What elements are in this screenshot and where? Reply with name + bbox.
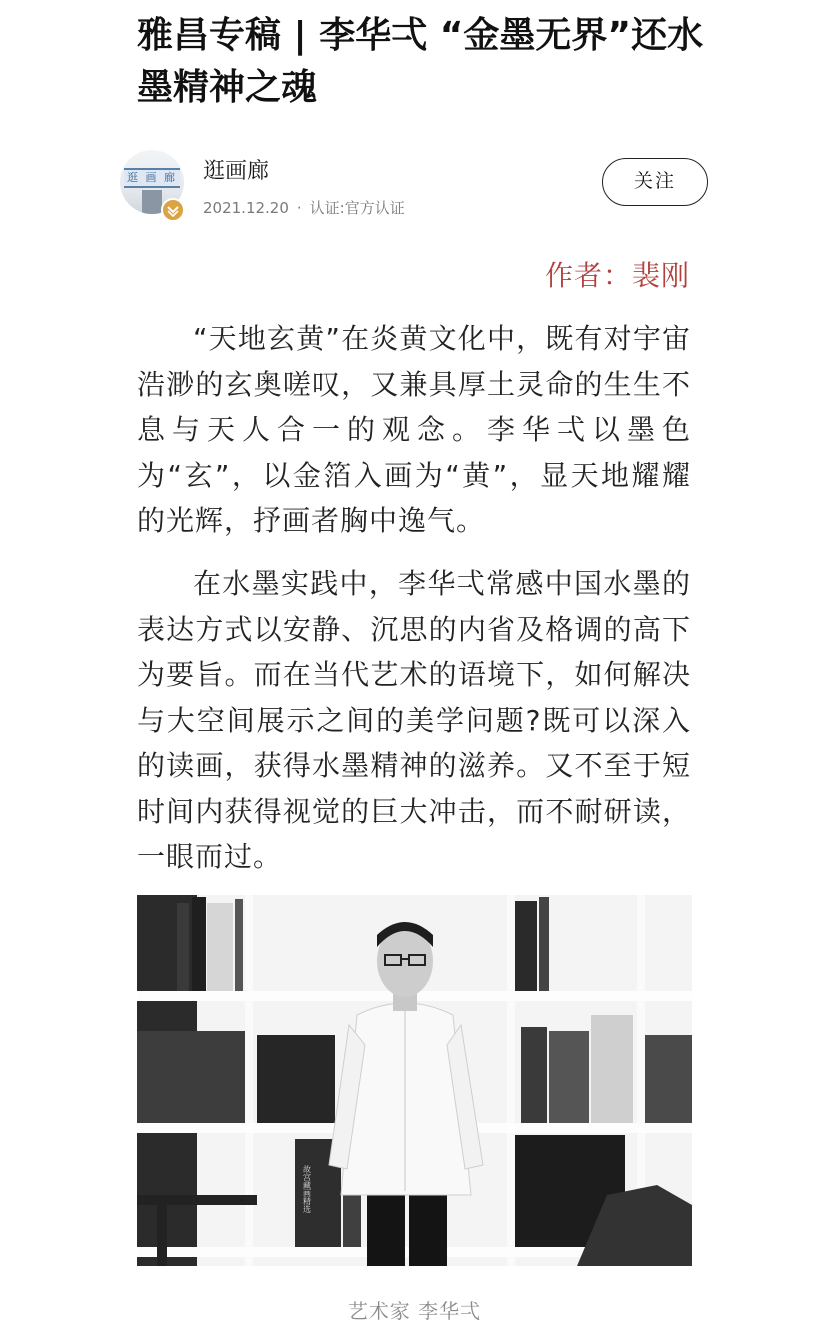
artist-photo-illustration — [137, 895, 692, 1266]
paragraph-2: 在水墨实践中，李华弌常感中国水墨的表达方式以安静、沉思的内省及格调的高下为要旨。而在当代艺术的语境下，如何解决与大空间展示之间的美学问题?既可以深入的读画，获得水墨精神的滋养。又不至于短时间内获得视觉的巨大冲击，而不耐研读，一眼而过。 — [137, 567, 691, 873]
photo-caption: 艺术家 李华弌 — [347, 1299, 482, 1323]
author-name[interactable]: 逛画廊 — [203, 159, 270, 184]
verified-badge-icon — [161, 198, 185, 222]
follow-button[interactable]: 关注 — [602, 158, 708, 206]
artist-photo[interactable] — [137, 895, 692, 1266]
author-meta — [203, 197, 405, 218]
article-title: 雅昌专稿 | 李华弌 “金墨无界”还水墨精神之魂 — [137, 15, 704, 108]
certification-text: 认证:官方认证 — [309, 199, 405, 217]
meta-separator: · — [296, 199, 302, 217]
avatar-sign-text: 逛 画 廊 — [124, 168, 180, 188]
publish-date: 2021.12.20 — [203, 199, 289, 217]
author-block — [120, 150, 710, 222]
avatar-door — [142, 190, 162, 214]
paragraph-1: “天地玄黄”在炎黄文化中，既有对宇宙浩渺的玄奥嗟叹，又兼具厚土灵命的生生不息与天人合一的观念。李华弌以墨色为“玄”，以金箔入画为“黄”，显天地耀耀的光辉，抒画者胸中逸气。 — [137, 322, 691, 537]
article-byline: 作者：裴刚 — [544, 259, 690, 292]
book-spine-text: 故宫藏画精选 — [302, 1165, 312, 1213]
